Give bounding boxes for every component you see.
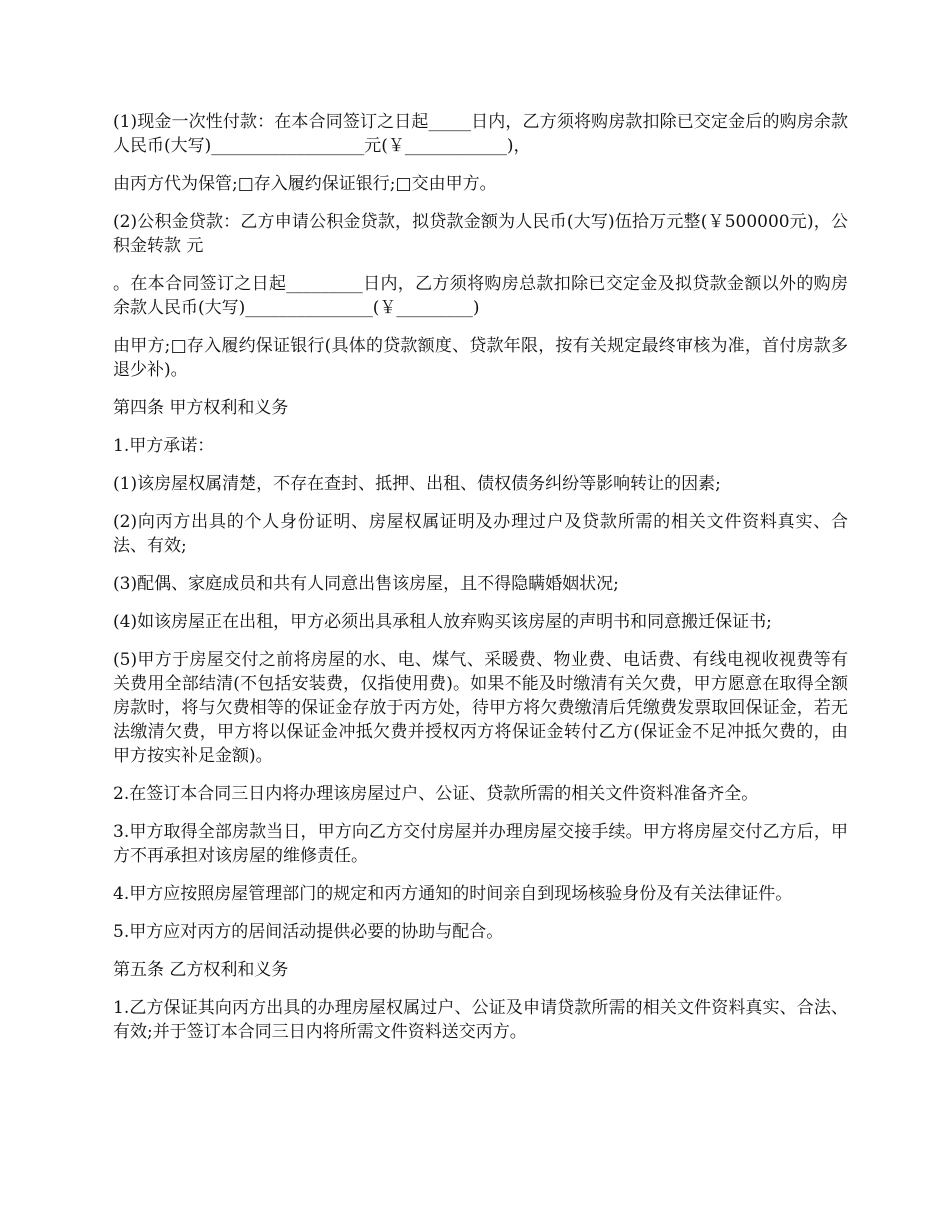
- list-item: (3)配偶、家庭成员和共有人同意出售该房屋，且不得隐瞒婚姻状况;: [113, 574, 619, 594]
- paragraph-custody-options: 由丙方代为保管;□存入履约保证银行;□交由甲方。: [113, 174, 497, 194]
- list-item: (1)该房屋权属清楚，不存在查封、抵押、出租、债权债务纠纷等影响转让的因素;: [113, 474, 721, 494]
- paragraph-cash-payment: (1)现金一次性付款：在本合同签订之日起_____日内，乙方须将购房款扣除已交定金后的购房余款人民币(大写)__________________元(￥____________)，: [113, 112, 848, 156]
- paragraph-party-a-promise: 1.甲方承诺：: [113, 436, 215, 456]
- list-item: 4.甲方应按照房屋管理部门的规定和丙方通知的时间亲自到现场核验身份及有关法律证件。: [113, 884, 793, 904]
- list-item: (2)向丙方出具的个人身份证明、房屋权属证明及办理过户及贷款所需的相关文件资料真实、合法、有效;: [113, 512, 848, 556]
- list-item: (5)甲方于房屋交付之前将房屋的水、电、煤气、采暖费、物业费、电话费、有线电视收视费等有关费用全部结清(不包括安装费，仅指使用费)。如果不能及时缴清有关欠费，甲方愿意在取得全额房款时，将与欠费相等的保证金存放于丙方处，待甲方将欠费缴清后凭缴费发票取回保证金，若无法缴清欠费，甲方将以保证金冲抵欠费并授权丙方将保证金转付乙方(保证金不足冲抵欠费的，由甲方按实补足金额)。: [113, 650, 848, 766]
- list-item: 1.乙方保证其向丙方出具的办理房屋权属过户、公证及申请贷款所需的相关文件资料真实、合法、有效;并于签订本合同三日内将所需文件资料送交丙方。: [113, 998, 848, 1042]
- list-item: 2.在签订本合同三日内将办理该房屋过户、公证、贷款所需的相关文件资料准备齐全。: [113, 784, 759, 804]
- list-item: (4)如该房屋正在出租，甲方必须出具承租人放弃购买该房屋的声明书和同意搬迁保证书;: [113, 612, 772, 632]
- section-heading-article-5: 第五条 乙方权利和义务: [113, 960, 289, 980]
- list-item: 3.甲方取得全部房款当日，甲方向乙方交付房屋并办理房屋交接手续。甲方将房屋交付乙方后，甲方不再承担对该房屋的维修责任。: [113, 822, 848, 866]
- section-heading-article-4: 第四条 甲方权利和义务: [113, 398, 289, 418]
- paragraph-down-payment: 由甲方;□存入履约保证银行(具体的贷款额度、贷款年限，按有关规定最终审核为准，首付房款多退少补)。: [113, 336, 848, 380]
- list-item: 5.甲方应对丙方的居间活动提供必要的协助与配合。: [113, 922, 504, 942]
- document-page: [113, 110, 848, 1058]
- paragraph-remaining-payment: 。在本合同签订之日起_________日内，乙方须将购房总款扣除已交定金及拟贷款金额以外的购房余款人民币(大写)_______________(￥_________): [113, 274, 848, 318]
- paragraph-provident-fund-loan: (2)公积金贷款：乙方申请公积金贷款，拟贷款金额为人民币(大写)伍拾万元整(￥500000元)，公积金转款 元: [113, 212, 848, 256]
